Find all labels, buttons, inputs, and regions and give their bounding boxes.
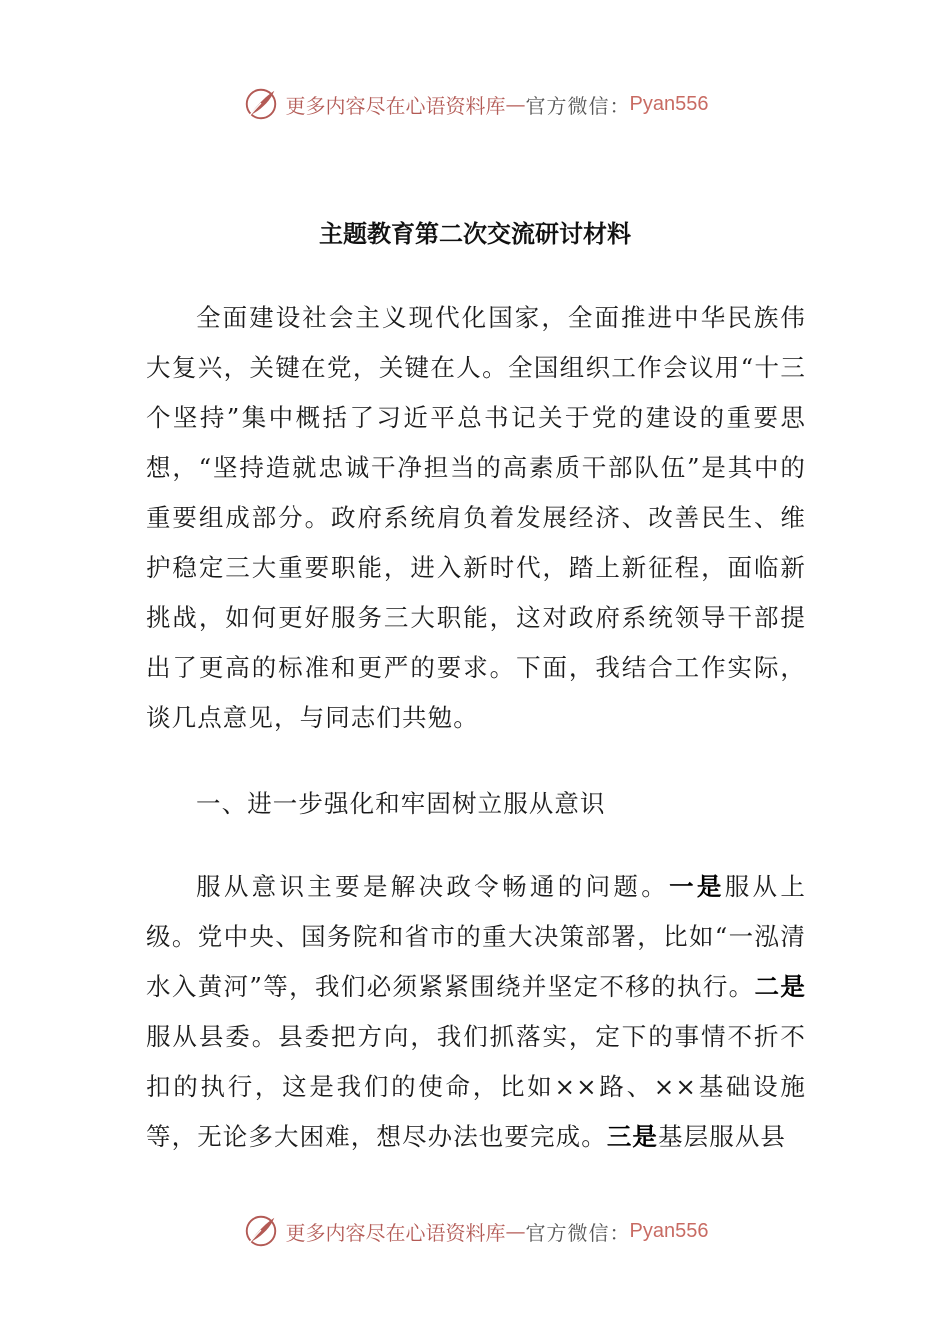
section-heading-1: 一、进一步强化和牢固树立服从意识 <box>196 789 606 818</box>
point-2-text: 服从县委。县委把方向，我们抓落实，定下的事情不折不扣的执行，这是我们的使命，比如××路、××基础设施等，无论多大困难，想尽办法也要完成。 <box>146 1022 806 1151</box>
banner-main-text: 更多内容尽在心语资料库 <box>285 93 506 118</box>
banner-wechat-id: Pyan556 <box>629 1219 709 1242</box>
footer-watermark-banner <box>0 1211 950 1251</box>
paragraph-intro: 全面建设社会主义现代化国家，全面推进中华民族伟大复兴，关键在党，关键在人。全国组织工作会议用“十三个坚持”集中概括了习近平总书记关于党的建设的重要思想，“坚持造就忠诚干净担当的高素质干部队伍”是其中的重要组成部分。政府系统肩负着发展经济、改善民生、维护稳定三大重要职能，进入新时代，踏上新征程，面临新挑战，如何更好服务三大职能，这对政府系统领导干部提出了更高的标准和更严的要求。下面，我结合工作实际，谈几点意见，与同志们共勉。 <box>146 303 806 732</box>
banner-separator: ： <box>609 93 630 118</box>
point-1-text: 服从上级。党中央、国务院和省市的重大决策部署，比如“一泓清水入黄河”等，我们必须紧紧围绕并坚定不移的执行。 <box>146 872 806 1001</box>
quill-pen-icon <box>242 1212 280 1250</box>
document-title: 主题教育第二次交流研讨材料 <box>319 220 631 248</box>
point-3-label: 三是 <box>606 1122 659 1151</box>
banner-separator: ： <box>609 1220 630 1245</box>
point-2-label: 二是 <box>754 972 806 1001</box>
point-1-label: 一是 <box>669 872 725 901</box>
banner-main-text: 更多内容尽在心语资料库 <box>285 1220 506 1245</box>
paragraph-obedience <box>146 862 806 1162</box>
point-3-text: 基层服从县 <box>658 1122 787 1151</box>
banner-dash: — <box>505 92 526 116</box>
banner-dash: — <box>505 1219 526 1243</box>
header-watermark-banner <box>0 84 950 124</box>
banner-wechat-label: 官方微信 <box>525 93 610 118</box>
banner-wechat-label: 官方微信 <box>525 1220 610 1245</box>
banner-wechat-id: Pyan556 <box>629 92 709 115</box>
quill-pen-icon <box>242 85 280 123</box>
paragraph-2-intro: 服从意识主要是解决政令畅通的问题。 <box>196 872 670 901</box>
